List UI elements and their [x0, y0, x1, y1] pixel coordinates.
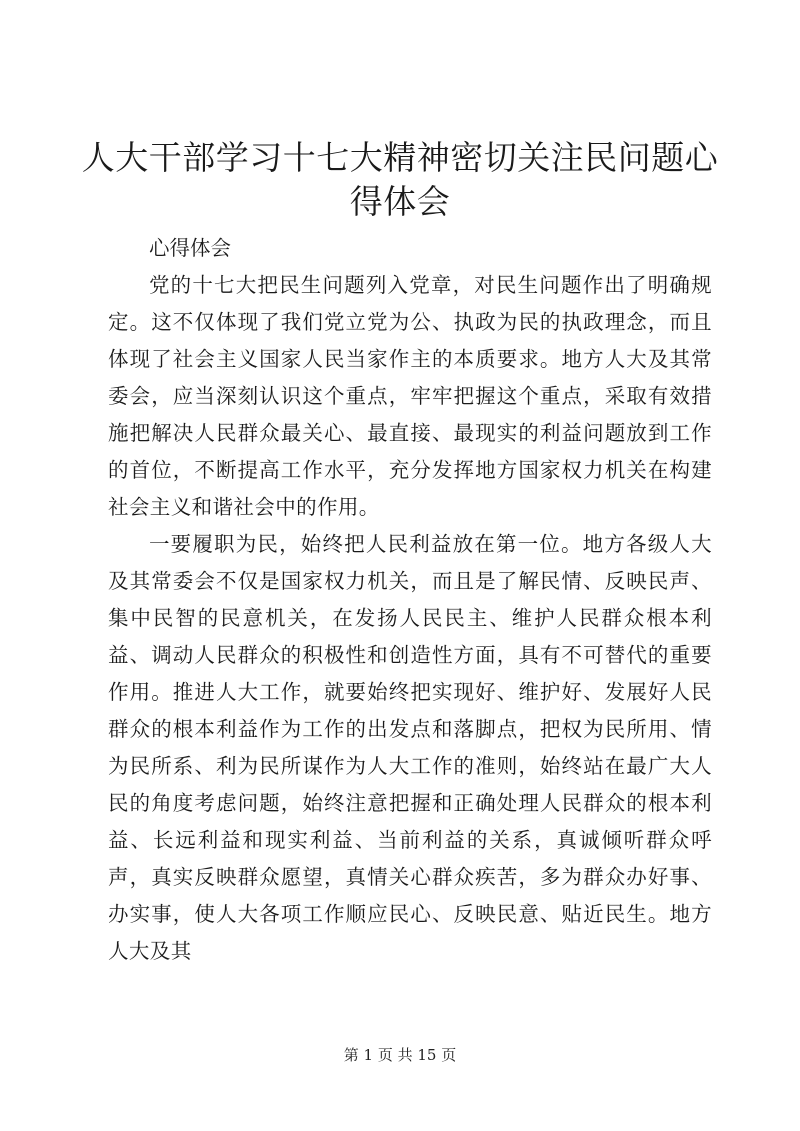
document-title: 人大干部学习十七大精神密切关注民问题心得体会 — [81, 138, 719, 221]
section-subheading: 心得体会 — [149, 236, 231, 260]
paragraph-2: 一要履职为民，始终把人民利益放在第一位。地方各级人大及其常委会不仅是国家权力机关，而且是了解民情、反映民声、集中民智的民意机关，在发扬人民民主、维护人民群众根本利益、调动人民群众的积极性和创造性方面，具有不可替代的重要作用。推进人大工作，就要始终把实现好、维护好、发展好人民群众的根本利益作为工作的出发点和落脚点，把权为民所用、情为民所系、利为民所谋作为人大工作的准则，始终站在最广大人民的角度考虑问题，始终注意把握和正确处理人民群众的根本利益、长远利益和现实利益、当前利益的关系，真诚倾听群众呼声，真实反映群众愿望，真情关心群众疾苦，多为群众办好事、办实事，使人大各项工作顺应民心、反映民意、贴近民生。地方人大及其 — [108, 532, 712, 963]
page-footer — [0, 1044, 800, 1065]
document-body — [108, 230, 712, 970]
paragraph-1: 党的十七大把民生问题列入党章，对民生问题作出了明确规定。这不仅体现了我们党立党为公、执政为民的执政理念，而且体现了社会主义国家人民当家作主的本质要求。地方人大及其常委会，应当深刻认识这个重点，牢牢把握这个重点，采取有效措施把解决人民群众最关心、最直接、最现实的利益问题放到工作的首位，不断提高工作水平，充分发挥地方国家权力机关在构建社会主义和谐社会中的作用。 — [108, 273, 712, 519]
page-number-label: 第 1 页 共 15 页 — [343, 1046, 457, 1064]
